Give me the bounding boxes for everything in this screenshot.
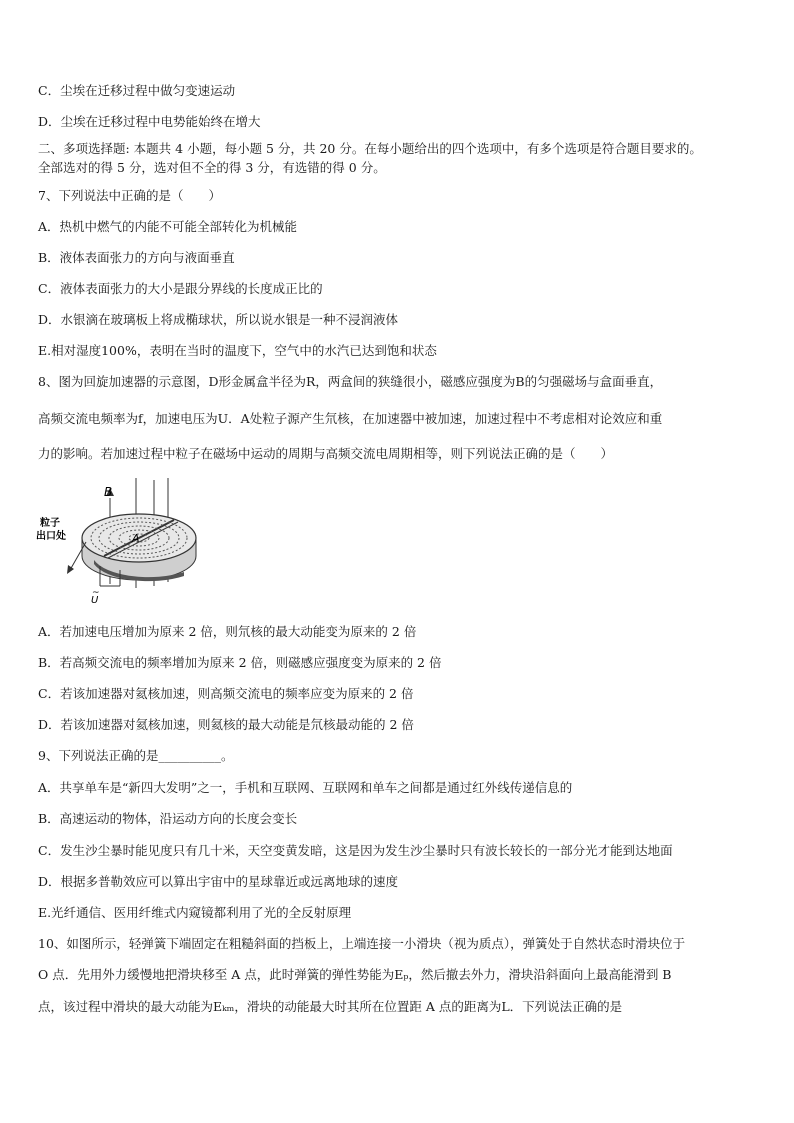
cyclotron-figure <box>34 476 214 604</box>
outlet-label-2: 出口处 <box>36 531 66 542</box>
question-10-line-1: 10、如图所示，轻弹簧下端固定在粗糙斜面的挡板上，上端连接一小滑块（视为质点），弹簧处于自然状态时滑块位于 <box>38 936 686 951</box>
question-8-line-1: 8、图为回旋加速器的示意图，D形金属盒半径为R，两盒间的狭缝很小，磁感应强度为B的匀强磁场与盒面垂直， <box>38 374 663 389</box>
question-7: 7、下列说法中正确的是（ ） <box>38 188 221 203</box>
question-10-line-3: 点，该过程中滑块的最大动能为Eₖₘ，滑块的动能最大时其所在位置距 A 点的距离为L．下列说法正确的是 <box>38 999 623 1014</box>
option-c-q6: C．尘埃在迁移过程中做匀变速运动 <box>38 83 236 98</box>
question-9: 9、下列说法正确的是__________。 <box>38 748 234 763</box>
field-label-b: B <box>104 485 113 499</box>
option-d-q8: D．若该加速器对氦核加速，则氦核的最大动能是氘核最动能的 2 倍 <box>38 717 414 732</box>
option-c-q8: C．若该加速器对氦核加速，则高频交流电的频率应变为原来的 2 倍 <box>38 686 414 701</box>
option-e-q7: E.相对湿度100%，表明在当时的温度下，空气中的水汽已达到饱和状态 <box>38 343 437 358</box>
section-heading: 二、多项选择题: 本题共 4 小题，每小题 5 分，共 20 分。在每小题给出的四个选项中，有多个选项是符合题目要求的。 <box>38 141 702 156</box>
option-a-q7: A．热机中燃气的内能不可能全部转化为机械能 <box>38 219 298 234</box>
option-b-q9: B．高速运动的物体，沿运动方向的长度会变长 <box>38 811 298 826</box>
question-8-line-2: 高频交流电频率为f，加速电压为U．A处粒子源产生氘核，在加速器中被加速，加速过程中不考虑相对论效应和重 <box>38 411 663 426</box>
option-d-q7: D．水银滴在玻璃板上将成椭球状，所以说水银是一种不浸润液体 <box>38 312 399 327</box>
outlet-label-1: 粒子 <box>40 518 60 529</box>
option-e-q9: E.光纤通信、医用纤维式内窥镜都利用了光的全反射原理 <box>38 905 352 920</box>
voltage-label-u: U <box>91 595 99 604</box>
question-10-line-2: O 点．先用外力缓慢地把滑块移至 A 点，此时弹簧的弹性势能为Eₚ，然后撤去外力，滑块沿斜面向上最高能滑到 B <box>38 967 672 982</box>
option-d-q9: D．根据多普勒效应可以算出宇宙中的星球靠近或远离地球的速度 <box>38 874 399 889</box>
option-c-q7: C．液体表面张力的大小是跟分界线的长度成正比的 <box>38 281 323 296</box>
question-8-line-3: 力的影响。若加速过程中粒子在磁场中运动的周期与高频交流电周期相等，则下列说法正确的是（ ） <box>38 446 614 461</box>
option-b-q7: B．液体表面张力的方向与液面垂直 <box>38 250 235 265</box>
option-b-q8: B．若高频交流电的频率增加为原来 2 倍，则磁感应强度变为原来的 2 倍 <box>38 655 442 670</box>
section-scoring: 全部选对的得 5 分，选对但不全的得 3 分，有选错的得 0 分。 <box>38 160 386 175</box>
source-label-a: A <box>132 532 140 545</box>
option-a-q8: A．若加速电压增加为原来 2 倍，则氘核的最大动能变为原来的 2 倍 <box>38 624 417 639</box>
option-a-q9: A．共享单车是“新四大发明”之一，手机和互联网、互联网和单车之间都是通过红外线传递信息的 <box>38 780 573 795</box>
option-c-q9: C．发生沙尘暴时能见度只有几十米，天空变黄发暗，这是因为发生沙尘暴时只有波长较长的一部分光才能到达地面 <box>38 843 673 858</box>
ac-symbol: ~ <box>92 588 100 598</box>
option-d-q6: D．尘埃在迁移过程中电势能始终在增大 <box>38 114 261 129</box>
